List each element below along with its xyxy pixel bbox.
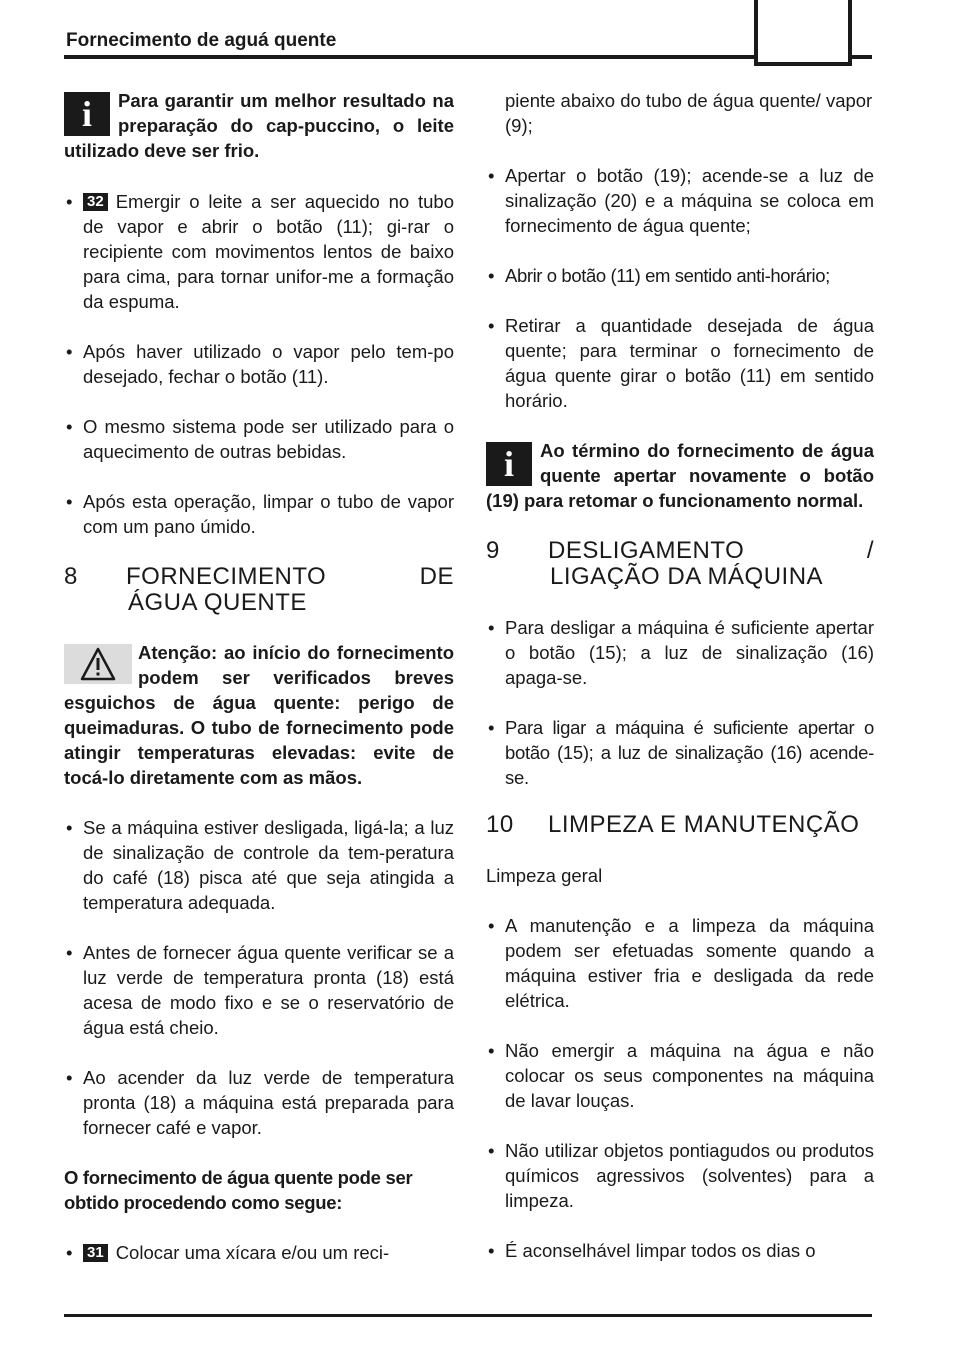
section-title-line: LIMPEZA E MANUTENÇÃO <box>548 811 860 838</box>
list-item <box>64 1065 454 1140</box>
left-column <box>64 88 454 1265</box>
info-icon: i <box>64 92 110 136</box>
section-9-heading <box>486 538 874 590</box>
header-title: Fornecimento de aguá quente <box>66 30 337 51</box>
list-item <box>64 489 454 539</box>
footer-rule <box>64 1314 872 1317</box>
page-header <box>64 0 872 70</box>
list-item-text: Ao acender da luz verde de temperatura pronta (18) a máquina está preparada para fornecer café e vapor. <box>83 1067 454 1138</box>
section-number: 8 <box>64 563 78 590</box>
list-item-text: Para desligar a máquina é suficiente apertar o botão (15); a luz de sinalização (16) apaga-se. <box>505 617 874 688</box>
list-item-text: A manutenção e a limpeza da máquina podem ser efetuadas somente quando a máquina estiver fria e desligada da rede elétrica. <box>505 915 874 1011</box>
list-item-text: Após haver utilizado o vapor pelo tem-po desejado, fechar o botão (11). <box>83 341 454 387</box>
list-item <box>486 263 874 288</box>
info-note-text: Para garantir um melhor resultado na preparação do cap-puccino, o leite utilizado deve ser frio. <box>64 90 454 161</box>
warning-text: Atenção: ao início do fornecimento podem ser verificados breves esguichos de água quente: perigo de queimaduras. O tubo de fornecimento pode atingir temperaturas elevadas: evite de tocá-lo diretamente com as mãos. <box>64 642 454 788</box>
list-item <box>64 339 454 389</box>
figure-ref-badge: 32 <box>83 193 108 211</box>
section-number: 10 <box>486 811 514 838</box>
info-note-text: Ao término do fornecimento de água quente apertar novamente o botão (19) para retomar o funcionamento normal. <box>486 440 874 511</box>
list-item-text: Se a máquina estiver desligada, ligá-la; a luz de sinalização de controle da tem-peratura do café (18) pisca até que seja atingida a temperatura adequada. <box>83 817 454 913</box>
procedure-intro: O fornecimento de água quente pode ser obtido procedendo como segue: <box>64 1167 413 1213</box>
section-title-line: DESLIGAMENTO / <box>548 537 874 564</box>
list-item-text: Antes de fornecer água quente verificar se a luz verde de temperatura pronta (18) está acesa de modo fixo e se o reservatório de água está cheio. <box>83 942 454 1038</box>
section-title-line: ÁGUA QUENTE <box>128 589 307 616</box>
list-item <box>486 1038 874 1113</box>
list-item <box>486 715 874 790</box>
header-rule <box>64 55 872 59</box>
section-number: 9 <box>486 537 500 564</box>
list-item-text: Retirar a quantidade desejada de água quente; para terminar o fornecimento de água quente girar o botão (11) em sentido horário. <box>505 315 874 411</box>
continued-text: piente abaixo do tubo de água quente/ vapor (9); <box>505 90 873 136</box>
list-item-text: Emergir o leite a ser aquecido no tubo de vapor e abrir o botão (11); gi-rar o recipiente com movimentos lentos de baixo para cima, para tornar unifor-me a formação da espuma. <box>83 191 454 312</box>
list-item-text: Após esta operação, limpar o tubo de vapor com um pano úmido. <box>83 491 454 537</box>
list-item <box>64 940 454 1040</box>
section-title-line: LIGAÇÃO DA MÁQUINA <box>550 563 824 590</box>
list-item <box>486 1138 874 1213</box>
right-column <box>486 88 874 1263</box>
section-8-heading <box>64 564 454 616</box>
list-item-text: Abrir o botão (11) em sentido anti-horário; <box>505 265 830 286</box>
list-item-text: Para ligar a máquina é suficiente apertar o botão (15); a luz de sinalização (16) acende-se. <box>505 717 874 788</box>
section-title-line: FORNECIMENTO DE <box>126 563 454 590</box>
header-page-tab <box>754 0 852 66</box>
list-item <box>486 913 874 1013</box>
list-item <box>486 163 874 238</box>
list-item-text: O mesmo sistema pode ser utilizado para o aquecimento de outras bebidas. <box>83 416 454 462</box>
list-item-text: Apertar o botão (19); acende-se a luz de sinalização (20) e a máquina se coloca em fornecimento de água quente; <box>505 165 874 236</box>
list-item <box>486 615 874 690</box>
section-10-heading <box>486 812 874 838</box>
list-item <box>64 414 454 464</box>
figure-ref-badge: 31 <box>83 1244 108 1262</box>
list-item <box>64 189 454 314</box>
info-note-finish <box>486 438 874 513</box>
info-note-cappuccino <box>64 88 454 163</box>
warning-note <box>64 640 454 790</box>
list-item <box>486 1238 874 1263</box>
list-item-text: É aconselhável limpar todos os dias o <box>505 1240 816 1261</box>
info-icon: i <box>486 442 532 486</box>
warning-triangle-icon <box>64 644 132 684</box>
subheading: Limpeza geral <box>486 865 603 886</box>
list-item <box>64 1240 454 1265</box>
list-item-text: Não emergir a máquina na água e não colocar os seus componentes na máquina de lavar louças. <box>505 1040 874 1111</box>
list-item <box>486 313 874 413</box>
list-item-text: Não utilizar objetos pontiagudos ou produtos químicos agressivos (solventes) para a limpeza. <box>505 1140 874 1211</box>
list-item-text: Colocar uma xícara e/ou um reci- <box>115 1242 390 1263</box>
list-item <box>64 815 454 915</box>
